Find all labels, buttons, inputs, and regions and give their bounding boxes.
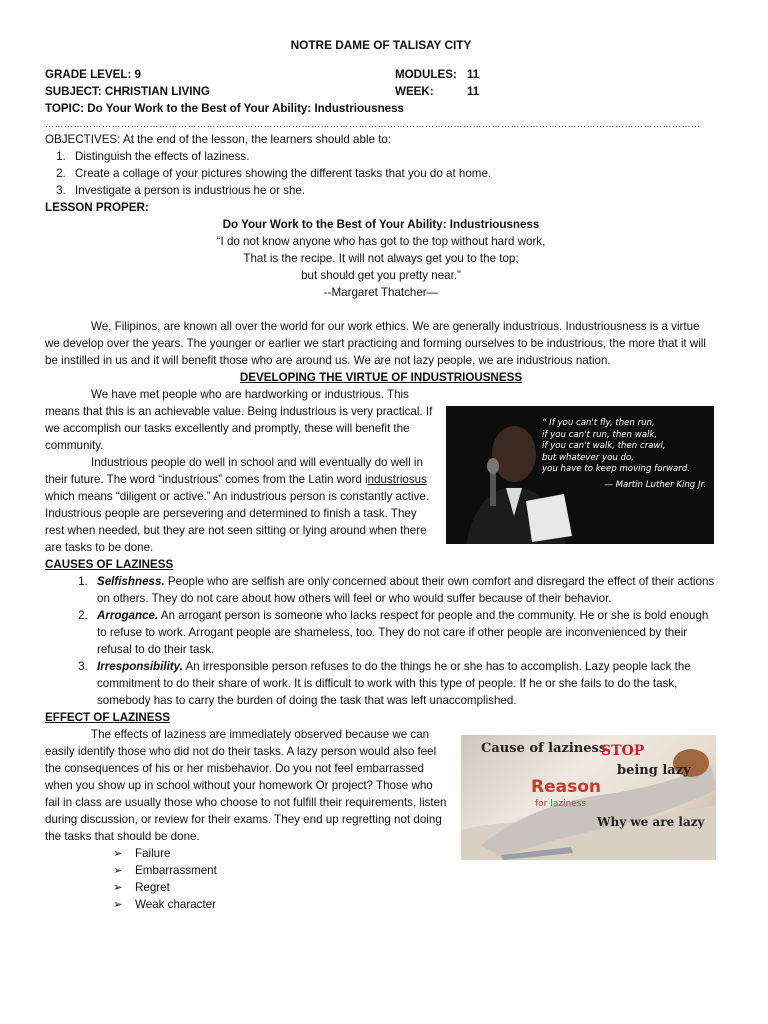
objective-item: 2. Create a collage of your pictures showing the different tasks that you do at home. [69,165,717,182]
developing-text-a: Industrious people do well in school and will eventually do well in their future. The word “industrious” comes from the Latin word i [45,456,423,486]
effect-paragraph: The effects of laziness are immediately observed because we can easily identify those who did not do their tasks. A lazy person would also feel the consequences of his or her misbehavior. Do you not feel embarrassed when you show up in school without your homework Or project? Those who fail in class are usually those who choose to not fulfill their requirements, listen during discussion, or review for their exams. They end up regretting not doing the tasks that should be done. [45,728,447,843]
effect-heading: EFFECT OF LAZINESS [45,711,170,724]
objectives-intro: OBJECTIVES: At the end of the lesson, the learners should able to: [45,133,392,146]
week-label: WEEK: [395,85,434,98]
causes-list [45,573,717,709]
mlk-quote-line: if you can't walk, then crawl, [542,441,666,452]
arrow-bullet-icon: ➢ [113,898,123,911]
effect-column [45,726,450,845]
effect-item [113,896,717,913]
week-value: 11 [467,85,480,98]
laziness-image [461,735,716,860]
cause-term: Irresponsibility. [97,660,183,673]
developing-paragraph-2 [45,454,433,556]
reason-text: Reason [531,777,601,797]
developing-text-b: which means “diligent or active.” An industrious person is constantly active. Industrious people are persevering and determined to finish a task. They rest when needed, but they are not seen sitting or lying around when there are tasks to be done. [45,490,430,554]
mlk-quote-line: “ If you can't fly, then run, [542,418,655,428]
arrow-bullet-icon: ➢ [113,881,123,894]
why-lazy-text: Why we are lazy [597,815,705,829]
effect-label: Embarrassment [135,864,217,877]
causes-heading: CAUSES OF LAZINESS [45,558,174,571]
latin-word: ndustriosus [367,473,427,486]
separator-line: ……………………………………………………………………………………………………………………………………………………………………………………… [45,119,701,129]
for-laziness-text: for laziness [535,799,587,809]
cause-term: Arrogance. [97,609,159,622]
quote-line: That is the recipe. It will not always get you to the top; [243,252,519,265]
objectives-list [45,148,717,199]
intro-paragraph: We, Filipinos, are known all over the world for our work ethics. We are generally industrious. Industriousness is a virtue we develop over the years. The younger or earlier we start practicing and forming ourselves to be industrious, the more that it will be instilled in us and it will benefit those who are around us. We are not lazy people, we are industrious nation. [45,320,706,367]
objective-item: 3. Investigate a person is industrious he or she. [69,182,717,199]
effect-label: Failure [135,847,171,860]
cause-item [91,658,717,709]
subject: SUBJECT: CHRISTIAN LIVING [45,85,210,98]
stop-text: STOP [601,743,645,759]
quote-line: but should get you pretty near.” [301,269,461,282]
school-name: NOTRE DAME OF TALISAY CITY [290,38,472,52]
quote-author: --Margaret Thatcher— [323,286,439,299]
header-row-grade [45,68,717,85]
objective-item: 1. Distinguish the effects of laziness. [69,148,717,165]
topic: TOPIC: Do Your Work to the Best of Your Ability: Industriousness [45,102,405,115]
cause-text: An arrogant person is someone who lacks respect for people and the community. He or she is bold enough to refuse to work. Arrogant people are shameless, too. They do not care if other people are inconvenienced by their refusal to do their task. [97,609,709,656]
effect-label: Weak character [135,898,216,911]
mlk-quote-text [542,418,712,492]
arrow-bullet-icon: ➢ [113,864,123,877]
modules-label: MODULES: [395,68,457,81]
quote-line: “I do not know anyone who has got to the top without hard work, [216,235,546,248]
cause-text: People who are selfish are only concerned about their own comfort and disregard the effect of their actions on others. They do not care about how others will feel or who would suffer because of their behavior. [97,575,715,605]
effect-item [113,879,717,896]
developing-paragraph-1: We have met people who are hardworking or industrious. This means that this is an achievable value. Being industrious is very practical. If we accomplish our tasks excellently and promptly, these will benefit the community. [45,388,433,452]
cause-item [91,607,717,658]
lesson-title: Do Your Work to the Best of Your Ability: Industriousness [222,218,540,231]
cause-term: Selfishness. [97,575,165,588]
mlk-attribution: — Martin Luther King Jr. [604,479,706,490]
effect-label: Regret [135,881,170,894]
cause-of-laziness-text: Cause of laziness [481,741,607,756]
mlk-quote-line: you have to keep moving forward. [542,464,691,475]
mlk-quote-line: if you can't run, then walk, [542,429,658,440]
modules-value: 11 [467,68,480,81]
being-lazy-text: being lazy [617,763,691,778]
cause-text: An irresponsible person refuses to do the things he or she has to accomplish. Lazy people lack the commitment to do their share of work. It is difficult to work with this type of people. If he or she fails to do the task, somebody has to carry the burden of doing the task that was left unaccomplished. [97,660,691,707]
effect-item [113,862,717,879]
lesson-proper-label: LESSON PROPER: [45,201,149,214]
arrow-bullet-icon: ➢ [113,847,123,860]
developing-column [45,386,433,556]
grade-level: GRADE LEVEL: 9 [45,68,141,81]
header-row-subject [45,85,717,102]
mlk-quote-image [446,406,714,544]
mlk-quote-line: but whatever you do, [542,452,635,463]
cause-item [91,573,717,607]
developing-heading: DEVELOPING THE VIRTUE OF INDUSTRIOUSNESS [239,371,523,384]
